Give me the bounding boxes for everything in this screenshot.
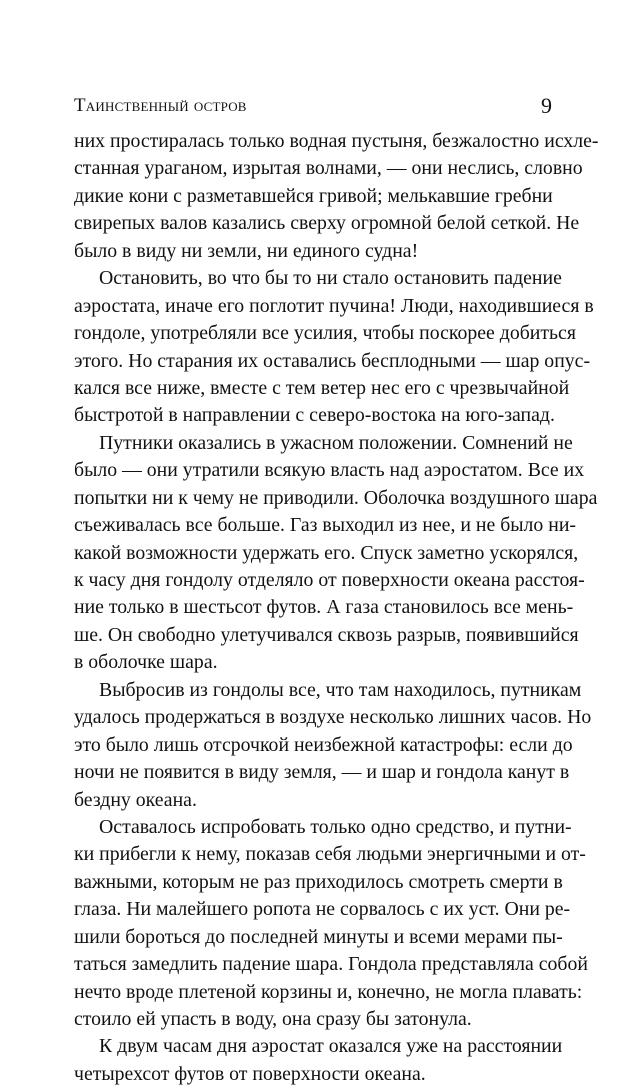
text-line: дикие кони с разметавшейся гривой; мелькавшие гребни <box>74 184 553 207</box>
text-line: шили бороться до последней минуты и всеми мерами пы- <box>74 925 563 948</box>
text-line: ше. Он свободно улетучивался сквозь разрыв, появившийся <box>74 623 579 646</box>
text-line: попытки ни к чему не приводили. Оболочка воздушного шара <box>74 486 598 509</box>
text-line: гондоле, употребляли все усилия, чтобы поскорее добиться <box>74 322 576 345</box>
paragraph-first-line: Остановить, во что бы то ни стало остановить падение <box>99 267 562 290</box>
text-line: удалось продержаться в воздухе несколько лишних часов. Но <box>74 706 592 729</box>
text-line: важными, которым не раз приходилось смотреть смерти в <box>74 870 563 893</box>
body-text <box>74 128 599 1088</box>
text-line: к часу дня гондолу отделяло от поверхности океана расстоя- <box>74 569 585 591</box>
text-line: ночи не появится в виду земля, — и шар и гондола канут в <box>74 761 570 784</box>
text-line: этого. Но старания их оставались бесплодными — шар опус- <box>74 349 591 372</box>
text-line: в оболочке шара. <box>74 651 218 674</box>
text-line: ки прибегли к нему, показав себя людьми энергичными и от- <box>74 843 586 866</box>
text-line: какой возможности удержать его. Спуск заметно ускорялся, <box>74 541 579 564</box>
text-line: это было лишь отсрочкой неизбежной катастрофы: если до <box>74 733 573 756</box>
paragraph-first-line: Выбросив из гондолы все, что там находилось, путникам <box>99 678 582 701</box>
text-line: кался все ниже, вместе с тем ветер нес его с чрезвычайной <box>74 376 570 399</box>
paragraph-first-line: Оставалось испробовать только одно средство, и путни- <box>99 815 572 838</box>
text-line: ние только в шестьсот футов. А газа становилось все мень- <box>74 596 574 619</box>
text-line: было в виду ни земли, ни единого судна! <box>74 239 419 262</box>
text-line: быстротой в направлении с северо-востока на юго-запад. <box>74 404 555 427</box>
text-line: аэростата, иначе его поглотит пучина! Люди, находившиеся в <box>74 294 594 317</box>
page-number: 9 <box>541 93 552 118</box>
text-line: съеживалась все больше. Газ выходил из нее, и не было ни- <box>74 514 577 537</box>
text-line: нечто вроде плетеной корзины и, конечно, не могла плавать: <box>74 980 583 1003</box>
text-line: глаза. Ни малейшего ропота не сорвалось с их уст. Они ре- <box>74 898 571 921</box>
paragraph-first-line: Путники оказались в ужасном положении. Сомнений не <box>99 431 573 454</box>
text-line: четырехсот футов от поверхности океана. <box>74 1062 426 1085</box>
text-line: станная ураганом, изрытая волнами, — они неслись, словно <box>74 157 583 180</box>
text-line: было — они утратили всякую власть над аэростатом. Все их <box>74 459 585 482</box>
book-title: Таинственный остров <box>74 95 247 116</box>
text-line: стоило ей упасть в воду, она сразу бы затонула. <box>74 1008 472 1030</box>
text-line: свирепых валов казались сверху огромной белой сеткой. Не <box>74 212 580 235</box>
text-line: них простиралась только водная пустыня, безжалостно исхле- <box>74 130 599 152</box>
running-head <box>74 95 552 119</box>
text-line: бездну океана. <box>74 788 197 811</box>
paragraph-first-line: К двум часам дня аэростат оказался уже на расстоянии <box>99 1035 563 1058</box>
text-line: таться замедлить падение шара. Гондола представляла собой <box>74 953 588 976</box>
